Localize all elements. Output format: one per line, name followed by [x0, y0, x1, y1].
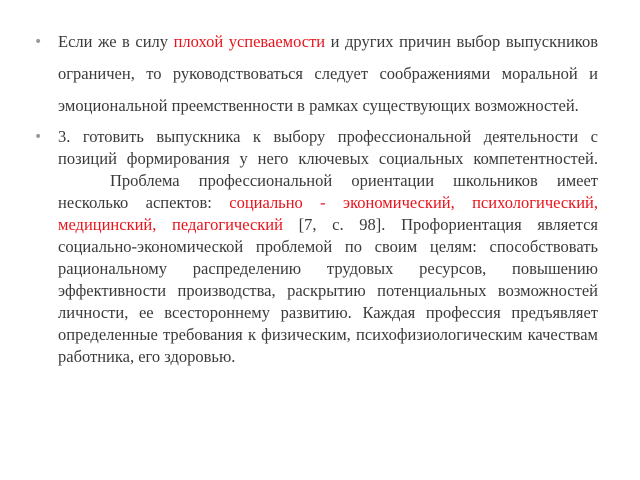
bullet-2-highlight: социально - экономический, психологический, медицинский, педагогический: [58, 193, 598, 234]
bullet-1-highlight: плохой успеваемости: [173, 32, 326, 51]
bullet-dot-icon: •: [34, 129, 43, 145]
bullet-item-2: [30, 126, 598, 368]
bullet-item-1: [30, 26, 598, 122]
slide-body: [30, 26, 598, 368]
bullet-2-citation: [7, с. 98].: [282, 215, 402, 234]
bullet-2-aspects-intro: Проблема профессиональной ориентации школьников имеет несколько аспектов:: [58, 171, 598, 212]
bullet-1-text-start: Если же в силу: [58, 32, 174, 51]
bullet-2-text-start: 3. готовить выпускника к выбору профессиональной деятельности с позиций формирования у него ключевых социальных компетентностей.: [58, 127, 598, 168]
bullet-2-text-end: Профориентация является социально-экономической проблемой по своим целям: способствовать рациональному распределению трудовых ресурсов, повышению эффективности производства, раскрытию потенциальных возможностей личности, ее всестороннему развитию. Каждая профессия предъявляет определенные требования к физическим, психофизиологическим качествам работника, его здоровью.: [58, 215, 598, 366]
bullet-1-text-end: и других причин выбор выпускников ограничен, то руководствоваться следует соображениями моральной и эмоциональной преемственности в рамках существующих возможностей.: [58, 32, 598, 115]
bullet-dot-icon: •: [34, 34, 43, 50]
